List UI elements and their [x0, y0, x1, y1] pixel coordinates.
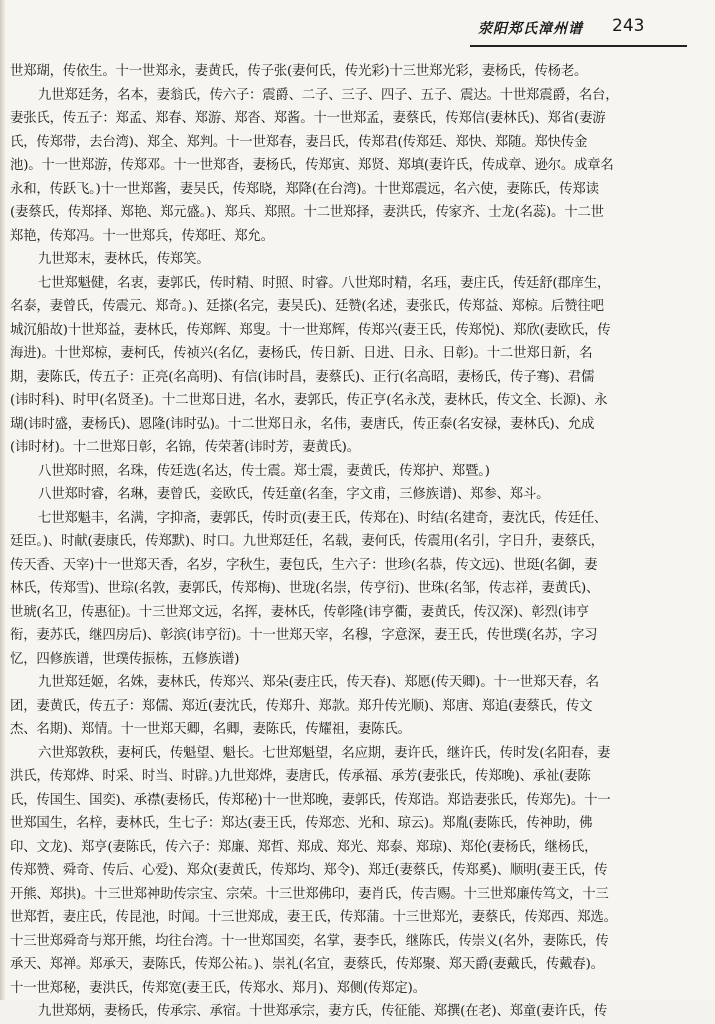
- text-line: 六世郑敦秩，妻柯氏，传魁望、魁长。七世郑魁望，名应期，妻许氏，继许氏，传时发(名阳春，妻: [38, 745, 611, 761]
- text-line: 开熊、郑拱)。十三世郑神助传宗宝、宗荣。十三世郑佛印，妻肖氏，传吉赐。十三世郑廉传笃文，十三: [10, 886, 609, 902]
- text-line: 瑚(讳时盛，妻杨氏)、恩隆(讳时弘)。十二世郑日永，名伟，妻唐氏，传正泰(名安禄，妻林氏)、允成: [10, 416, 595, 432]
- text-line: 传郑赞、舜奇、传后、心爱)、郑众(妻黄氏，传郑均、郑令)、郑迁(妻蔡氏，传郑奚)、顺明(妻王氏，传: [10, 863, 608, 878]
- text-line: 十三世郑舜奇与郑开熊，均往台湾。十一世郑国奕，名掌，妻李氏，继陈氏，传崇义(名外，妻陈氏，传: [10, 933, 609, 949]
- running-title: 荥阳郑氏漳州谱: [478, 21, 583, 37]
- text-line: 七世郑魁丰，名满，字抑斋，妻郭氏，传时贡(妻王氏，传郑在)、时结(名建奇，妻沈氏，传廷任、: [38, 510, 608, 526]
- text-line: (讳时材)。十二世郑日彰，名锦，传荣著(讳时芳，妻黄氏)。: [10, 440, 360, 455]
- text-line: 妻张氏，传五子：郑孟、郑春、郑游、郑沓、郑酱。十一世郑孟，妻蔡氏，传郑信(妻林氏)、郑省(妻游: [10, 111, 606, 126]
- text-line: 池)。十一世郑游，传郑邓。十一世郑沓，妻杨氏，传郑寅、郑贤、郑填(妻许氏，传成章、逊尔。成章名: [10, 158, 614, 173]
- text-line: 洪氏，传郑烨、时采、时当、时辟。)九世郑烨，妻唐氏，传承福、承芳(妻张氏，传郑晚)、承祉(妻陈: [10, 769, 591, 784]
- text-line: 杰、名期)、郑情。十一世郑天卿，名卿，妻陈氏，传耀祖，妻陈氏。: [10, 722, 411, 737]
- text-line: 郑艳，传郑冯。十一世郑兵，传郑旺、郑允。: [10, 228, 274, 244]
- text-line: 十一世郑秘，妻洪氏，传郑宽(妻王氏，传郑水、郑月)、郑侧(传郑定)。: [10, 980, 426, 996]
- page-body: [10, 60, 698, 1024]
- text-line: 世琥(名卫，传惠征)。十三世郑文远，名挥，妻林氏，传彰隆(讳亨衢，妻黄氏，传汉深)、彰烈(讳亨: [10, 604, 590, 620]
- text-line: 团，妻黄氏，传五子：郑儒、郑近(妻沈氏，传郑升、郑款。郑升传光顺)、郑唐、郑追(妻蔡氏，传文: [10, 698, 593, 714]
- text-line: 世郑国生，名梓，妻林氏，生七子：郑达(妻王氏，传郑恋、光和、琼云)。郑胤(妻陈氏，传神助，佛: [10, 816, 593, 831]
- text-line: 九世郑末，妻林氏，传郑笑。: [38, 252, 210, 267]
- text-line: (妻蔡氏，传郑择、郑艳、郑元盛。)、郑兵、郑照。十二世郑择，妻洪氏，传家齐、士龙(名蕊)。十二世: [10, 205, 604, 220]
- text-line: 林氏，传郑雪)、世琮(名敦，妻郭氏，传郑梅)、世珑(名崇，传亨衍)、世珠(名邹，传志祥，妻黄氏)、: [10, 581, 600, 596]
- page-header: [0, 0, 715, 56]
- text-line: 忆，四修族谱，世璞传振栋，五修族谱): [10, 651, 240, 667]
- text-line: 七世郑魁健，名衷，妻郭氏，传时精、时照、时睿。八世郑时精，名珏，妻庄氏，传廷舒(郡庠生，: [38, 275, 611, 291]
- text-line: 期，妻陈氏，传五子：正亮(名高明)、有信(讳时昌，妻蔡氏)、正行(名高昭，妻杨氏，传子骞)、君儒: [10, 369, 595, 385]
- scan-edge-shadow: [0, 0, 6, 1000]
- text-line: 九世郑廷姬，名姝，妻林氏，传郑兴、郑朵(妻庄氏，传天春)、郑愿(传天卿)。十一世郑天春，名: [38, 675, 599, 690]
- text-line: 氏，传国生、国奕)、承襟(妻杨氏，传郑秘)十一世郑晚，妻郭氏，传郑诰。郑诰妻张氏，传郑先)。十一: [10, 792, 611, 808]
- text-line: 九世郑炳，妻杨氏，传承宗、承宿。十世郑承宗，妻方氏，传征能、郑撰(在老)、郑童(妻许氏，传: [38, 1004, 608, 1019]
- text-line: 八世郑时照，名珠，传廷选(名达，传士震。郑士震，妻黄氏，传郑护、郑暨。): [38, 463, 490, 479]
- text-line: 印、文龙)、郑亨(妻陈氏，传六子：郑廉、郑哲、郑成、郑光、郑泰、郑琼)、郑伦(妻杨氏，继杨氏，: [10, 839, 598, 855]
- text-line: 衔，妻苏氏，继四房后)、彰滨(讳亨衍)。十一世郑天宰，名穆，字意深，妻王氏，传世璞(名苏，字习: [10, 628, 598, 643]
- text-line: 八世郑时睿，名琳，妻曾氏，妾欧氏，传廷童(名奎，字文甫，三修族谱)、郑参、郑斗。: [38, 487, 550, 502]
- text-line: 九世郑廷务，名本，妻翁氏，传六子：震爵、二子、三子、四子、五子、震达。十世郑震爵，名台，: [38, 87, 619, 103]
- text-line: 传天香、天宰)十一世郑天香，名岁，字秋生，妻包氏，生六子：世珍(名恭，传文远)、世珽(名御，妻: [10, 557, 598, 573]
- text-line: 世郑瑚，传依生。十一世郑永，妻黄氏，传子张(妻何氏，传光彩)十三世郑光彩，妻杨氏，传杨老。: [10, 64, 588, 79]
- text-line: 名泰，妻曾氏，传震元、郑奇。)、廷搽(名完，妻吴氏)、廷赞(名述，妻张氏，传郑益、郑椋。后赞往吧: [10, 299, 604, 314]
- text-line: 海进)。十世郑椋，妻柯氏，传祯兴(名亿，妻杨氏，传日新、日进、日永、日彰)。十二世郑日新，名: [10, 346, 593, 361]
- page-number: 243: [612, 16, 645, 36]
- text-line: 永和，传跃飞。)十一世郑酱，妻吴氏，传郑晓，郑降(在台湾)。十世郑震远，名六使，妻陈氏，传郑读: [10, 181, 599, 197]
- text-line: 承天、郑禅。郑承天，妻陈氏，传郑公祐。)、崇礼(名宜，妻蔡氏，传郑聚、郑天爵(妻戴氏，传戴春)。: [10, 957, 604, 972]
- header-rule: [470, 45, 687, 47]
- text-line: 廷臣。)、时献(妻康氏，传郑默)、时口。九世郑廷任，名载，妻何氏，传震用(名引，字日升，妻蔡氏，: [10, 534, 604, 549]
- text-line: 世郑哲，妻庄氏，传昆池，时闻。十三世郑成，妻王氏，传郑蒲。十三世郑光，妻蔡氏，传郑西、郑选。: [10, 910, 617, 925]
- text-line: (讳时科)、时甲(名贤圣)。十二世郑日进，名水，妻郭氏，传正亨(名永茂，妻林氏，传文全、长源)、永: [10, 393, 608, 408]
- text-line: 城沉船故)十世郑益，妻林氏，传郑辉、郑叟。十一世郑辉，传郑兴(妻王氏，传郑悦)、郑欣(妻欧氏，传: [10, 322, 611, 338]
- text-line: 氏，传郑带，去台湾)、郑全、郑判。十一世郑春，妻吕氏，传郑君(传郑廷、郑快、郑随。郑快传金: [10, 134, 588, 150]
